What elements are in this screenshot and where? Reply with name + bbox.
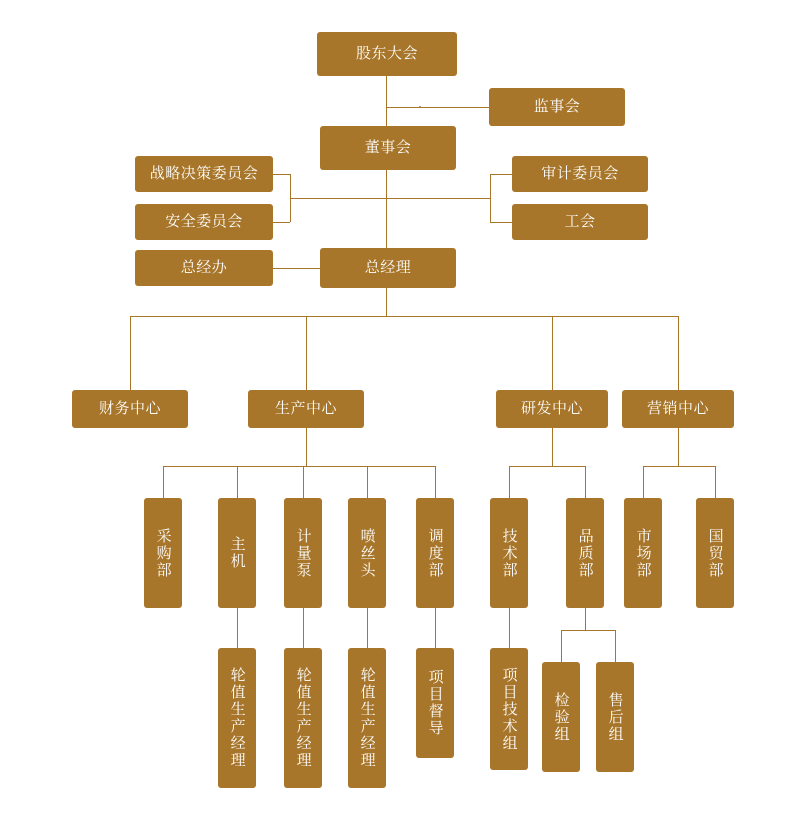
node-safety-committee[interactable] [135, 204, 273, 240]
node-label: 财务中心 [98, 399, 161, 418]
node-audit-committee[interactable] [512, 156, 648, 192]
node-general-manager[interactable] [320, 248, 456, 288]
node-finance-center[interactable] [72, 390, 188, 428]
node-project-tech-team[interactable] [490, 648, 528, 770]
connector-quality-bus [561, 630, 615, 631]
node-rd-center[interactable] [496, 390, 608, 428]
node-dispatch-dept[interactable] [416, 498, 454, 608]
node-strategy-committee[interactable] [135, 156, 273, 192]
connector-spinneret-drop [367, 466, 368, 498]
connector-quality-drop [585, 466, 586, 498]
node-market-dept[interactable] [624, 498, 662, 608]
node-label: 战略决策委员会 [149, 164, 259, 183]
node-gm-office[interactable] [135, 250, 273, 286]
node-union[interactable] [512, 204, 648, 240]
node-label: 主机 [228, 536, 247, 570]
connector-spinneret-to-pm3 [367, 608, 368, 648]
node-board[interactable] [320, 126, 456, 170]
node-label: 审计委员会 [541, 164, 619, 183]
connector-marketing-bus [643, 466, 715, 467]
node-host-dept[interactable] [218, 498, 256, 608]
node-spinneret-dept[interactable] [348, 498, 386, 608]
connector-metering-to-pm2 [303, 608, 304, 648]
node-intl-trade-dept[interactable] [696, 498, 734, 608]
node-production-center[interactable] [248, 390, 364, 428]
node-label: 研发中心 [520, 399, 583, 418]
node-label: 喷丝头 [358, 527, 377, 579]
node-label: 调度部 [426, 527, 445, 579]
node-label: 总经理 [364, 258, 412, 277]
node-label: 检验组 [552, 691, 571, 743]
connector-host-to-pm1 [237, 608, 238, 648]
node-label: 品质部 [576, 527, 595, 579]
node-quality-dept[interactable] [566, 498, 604, 608]
node-rotating-production-manager-3[interactable] [348, 648, 386, 788]
node-label: 工会 [564, 212, 596, 231]
node-label: 股东大会 [355, 44, 418, 63]
connector-intl-drop [715, 466, 716, 498]
node-label: 监事会 [533, 97, 581, 116]
connector-finance-drop [130, 316, 131, 390]
connector-dispatch-to-supervisor [435, 608, 436, 648]
connector-rd-down [552, 428, 553, 466]
connector-gm-office [273, 268, 320, 269]
connector-shareholders-board [386, 76, 387, 126]
node-label: 轮值生产经理 [294, 667, 313, 769]
connector-union [490, 222, 512, 223]
connector-tech-drop [509, 466, 510, 498]
connector-board-supervisors [386, 107, 489, 108]
node-label: 国贸部 [706, 527, 725, 579]
node-shareholders[interactable] [317, 32, 457, 76]
connector-audit-comm [490, 174, 512, 175]
connector-rd-drop [552, 316, 553, 390]
connector-purchasing-drop [163, 466, 164, 498]
connector-strategy-comm [273, 174, 290, 175]
connector-center-bus [130, 316, 678, 317]
connector-gm-down [386, 288, 387, 316]
node-project-supervisor[interactable] [416, 648, 454, 758]
connector-quality-down [585, 608, 586, 630]
node-label: 轮值生产经理 [358, 667, 377, 769]
node-metering-pump-dept[interactable] [284, 498, 322, 608]
node-marketing-center[interactable] [622, 390, 734, 428]
connector-safety-comm [273, 222, 290, 223]
connector-right-bus-to-spine [386, 198, 490, 199]
connector-host-drop [237, 466, 238, 498]
node-label: 采购部 [154, 527, 173, 579]
node-tech-dept[interactable] [490, 498, 528, 608]
connector-production-down [306, 428, 307, 466]
node-label: 市场部 [634, 527, 653, 579]
node-label: 轮值生产经理 [228, 667, 247, 769]
node-label: 生产中心 [274, 399, 337, 418]
node-supervisors[interactable] [489, 88, 625, 126]
connector-tech-to-project-team [509, 608, 510, 648]
connector-market-drop [643, 466, 644, 498]
connector-metering-drop [303, 466, 304, 498]
connector-production-bus [163, 466, 435, 467]
connector-board-gm [386, 170, 387, 248]
node-aftersales-team[interactable] [596, 662, 634, 772]
node-label: 计量泵 [294, 527, 313, 579]
connector-dispatch-drop [435, 466, 436, 498]
connector-aftersales-drop [615, 630, 616, 662]
node-label: 总经办 [180, 258, 228, 277]
node-label: 售后组 [606, 691, 625, 743]
node-rotating-production-manager-2[interactable] [284, 648, 322, 788]
connector-marketing-drop [678, 316, 679, 390]
connector-rd-bus [509, 466, 585, 467]
node-label: 董事会 [364, 138, 412, 157]
node-label: 项目技术组 [500, 666, 519, 752]
node-label: 技术部 [500, 527, 519, 579]
node-rotating-production-manager-1[interactable] [218, 648, 256, 788]
node-label: 安全委员会 [165, 212, 243, 231]
node-label: 项目督导 [426, 669, 445, 737]
node-purchasing-dept[interactable] [144, 498, 182, 608]
connector-left-bus-to-spine [290, 198, 386, 199]
node-inspection-team[interactable] [542, 662, 580, 772]
connector-inspection-drop [561, 630, 562, 662]
connector-production-drop [306, 316, 307, 390]
node-label: 营销中心 [646, 399, 709, 418]
connector-marketing-down [678, 428, 679, 466]
connector-right-committee-bus [490, 174, 491, 222]
connector-dot [419, 106, 421, 108]
